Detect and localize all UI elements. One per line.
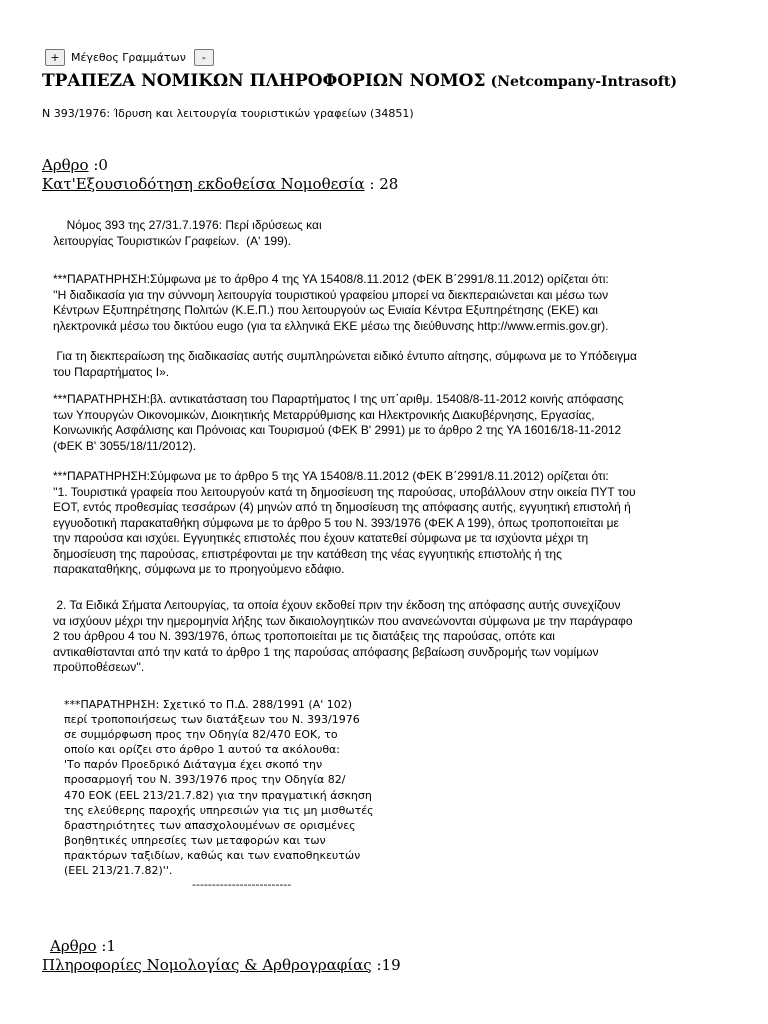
article-0-link[interactable]: Αρθρο — [42, 156, 89, 174]
article-0-heading — [42, 155, 108, 175]
delegated-legislation-link[interactable]: Κατ'Εξουσιοδότηση εκδοθείσα Νομοθεσία — [42, 175, 365, 193]
note-1-text: ***ΠΑΡΑΤΗΡΗΣΗ:Σύμφωνα με το άρθρο 4 της ΥΑ 15408/8.11.2012 (ΦΕΚ Β΄2991/8.11.2012) ορίζεται ότι: ''Η διαδικασία για την σύννομη λειτουργία τουριστικού γραφείου μπορεί να διεκπεραιώνεται και μέσω των Κέντρων Εξυπηρέτησης Πολιτών (Κ.Ε.Π.) που λειτουργούν ως Ενιαία Κέντρα Εξυπηρέτησης (ΕΚΕ) και ηλεκτρονικά μέσω του δικτύου eugo (για τα ελληνικά ΕΚΕ μέσω της διεύθυνσης http://www.ermis.gov.gr). — [53, 272, 609, 333]
case-law-info-count: :19 — [376, 956, 401, 974]
article-1-number: :1 — [101, 937, 116, 955]
case-law-info-heading — [42, 955, 401, 975]
note-1-paragraph-2: Για τη διεκπεραίωση της διαδικασίας αυτής συμπληρώνεται ειδικό έντυπο αίτησης, σύμφωνα με το Υπόδειγμα του Παραρτήματος Ι». — [53, 349, 637, 379]
delegated-legislation-heading — [42, 174, 398, 194]
article-1-heading — [50, 936, 116, 956]
decrease-font-button[interactable]: - — [194, 49, 214, 66]
font-size-toolbar — [45, 48, 214, 67]
separator-line: ------------------------- — [192, 878, 292, 891]
increase-font-button[interactable]: + — [45, 49, 65, 66]
font-size-label: Μέγεθος Γραμμάτων — [71, 51, 186, 64]
note-2-text: ***ΠΑΡΑΤΗΡΗΣΗ:βλ. αντικατάσταση του Παραρτήματος Ι της υπ΄αριθμ. 15408/8-11-2012 κοινής απόφασης των Υπουργών Οικονομικών, Διοικητικής Μεταρρύθμισης και Ηλεκτρονικής Διακυβέρνησης, Εργασίας, Κοινωνικής Ασφάλισης και Πρόνοιας και Τουρισμού (ΦΕΚ Β' 2991) με το άρθρο 2 της ΥΑ 16016/18-11-2012 (ΦΕΚ Β' 3055/18/11/2012). — [53, 392, 624, 453]
case-law-info-link[interactable]: Πληροφορίες Νομολογίας & Αρθρογραφίας — [42, 956, 372, 974]
note-3-paragraph-2: 2. Τα Ειδικά Σήματα Λειτουργίας, τα οποία έχουν εκδοθεί πριν την έκδοση της απόφασης αυτής συνεχίζουν να ισχύουν μέχρι την ημερομηνία λήξης των δικαιολογητικών που ανανεώνονται σύμφωνα με την παράγραφο 2 του άρθρου 4 του Ν. 393/1976, όπως τροποποιείται με τις διατάξεις της παρούσας, οπότε και αντικαθίστανται από την κατά το άρθρο 1 της παρούσας απόφασης βεβαίωση συνδρομής των νομίμων προϋποθέσεων''. — [53, 598, 633, 674]
database-title-provider: (Netcompany-Intrasoft) — [490, 74, 678, 90]
delegated-legislation-count: : 28 — [369, 175, 399, 193]
database-title — [42, 71, 677, 91]
article-1-link[interactable]: Αρθρο — [50, 937, 97, 955]
note-3-text: ***ΠΑΡΑΤΗΡΗΣΗ:Σύμφωνα με το άρθρο 5 της ΥΑ 15408/8.11.2012 (ΦΕΚ Β΄2991/8.11.2012) ορίζεται ότι: ''1. Τουριστικά γραφεία που λειτουργούν κατά τη δημοσίευση της παρούσας, υποβάλλουν στην οικεία ΠΥΤ του ΕΟΤ, εντός προθεσμίας τεσσάρων (4) μηνών από τη δημοσίευση της απόφασης αυτής, εγγυητική επιστολή ή εγγυοδοτική παρακαταθήκη σύμφωνα με το άρθρο 5 του Ν. 393/1976 (ΦΕΚ Α 199), όπως τροποποιείται με την παρούσα και ισχύει. Εγγυητικές επιστολές που έχουν κατατεθεί σύμφωνα με τα ισχύοντα μέχρι τη δημοσίευση της παρούσας, επιστρέφονται με την κατάθεση της νέας εγγυητικής επιστολής ή της παρακαταθήκης, σύμφωνα με το προηγούμενο εδάφιο. — [53, 469, 636, 576]
law-title: Ν 393/1976: Ίδρυση και λειτουργία τουριστικών γραφείων (34851) — [42, 107, 414, 120]
database-title-main: ΤΡΑΠΕΖΑ ΝΟΜΙΚΩΝ ΠΛΗΡΟΦΟΡΙΩΝ ΝΟΜΟΣ — [42, 71, 486, 91]
note-4-text: ***ΠΑΡΑΤΗΡΗΣΗ: Σχετικό το Π.Δ. 288/1991 (Α' 102) περί τροποποιήσεως των διατάξεων του Ν. 393/1976 σε συμμόρφωση προς την Οδηγία 82/470 ΕΟΚ, το οποίο και ορίζει στο άρθρο 1 αυτού τα ακόλουθα: 'Το παρόν Προεδρικό Διάταγμα έχει σκοπό την προσαρμογή του Ν. 393/1976 προς την Οδηγία 82/ 470 ΕΟΚ (ΕΕL 213/21.7.82) για την πραγματική άσκηση της ελεύθερης παροχής υπηρεσιών για τις μη μισθωτές δραστηριότητες των απασχολουμένων σε ορισμένες βοηθητικές υπηρεσίες των μεταφορών και των πρακτόρων ταξιδίων, καθώς και των εναποθηκευτών (ΕΕL 213/21.7.82)''. — [64, 698, 374, 878]
article-0-number: :0 — [93, 156, 108, 174]
law-intro-text: Νόμος 393 της 27/31.7.1976: Περί ιδρύσεως και λειτουργίας Τουριστικών Γραφείων. (Α' 199). — [53, 218, 322, 248]
